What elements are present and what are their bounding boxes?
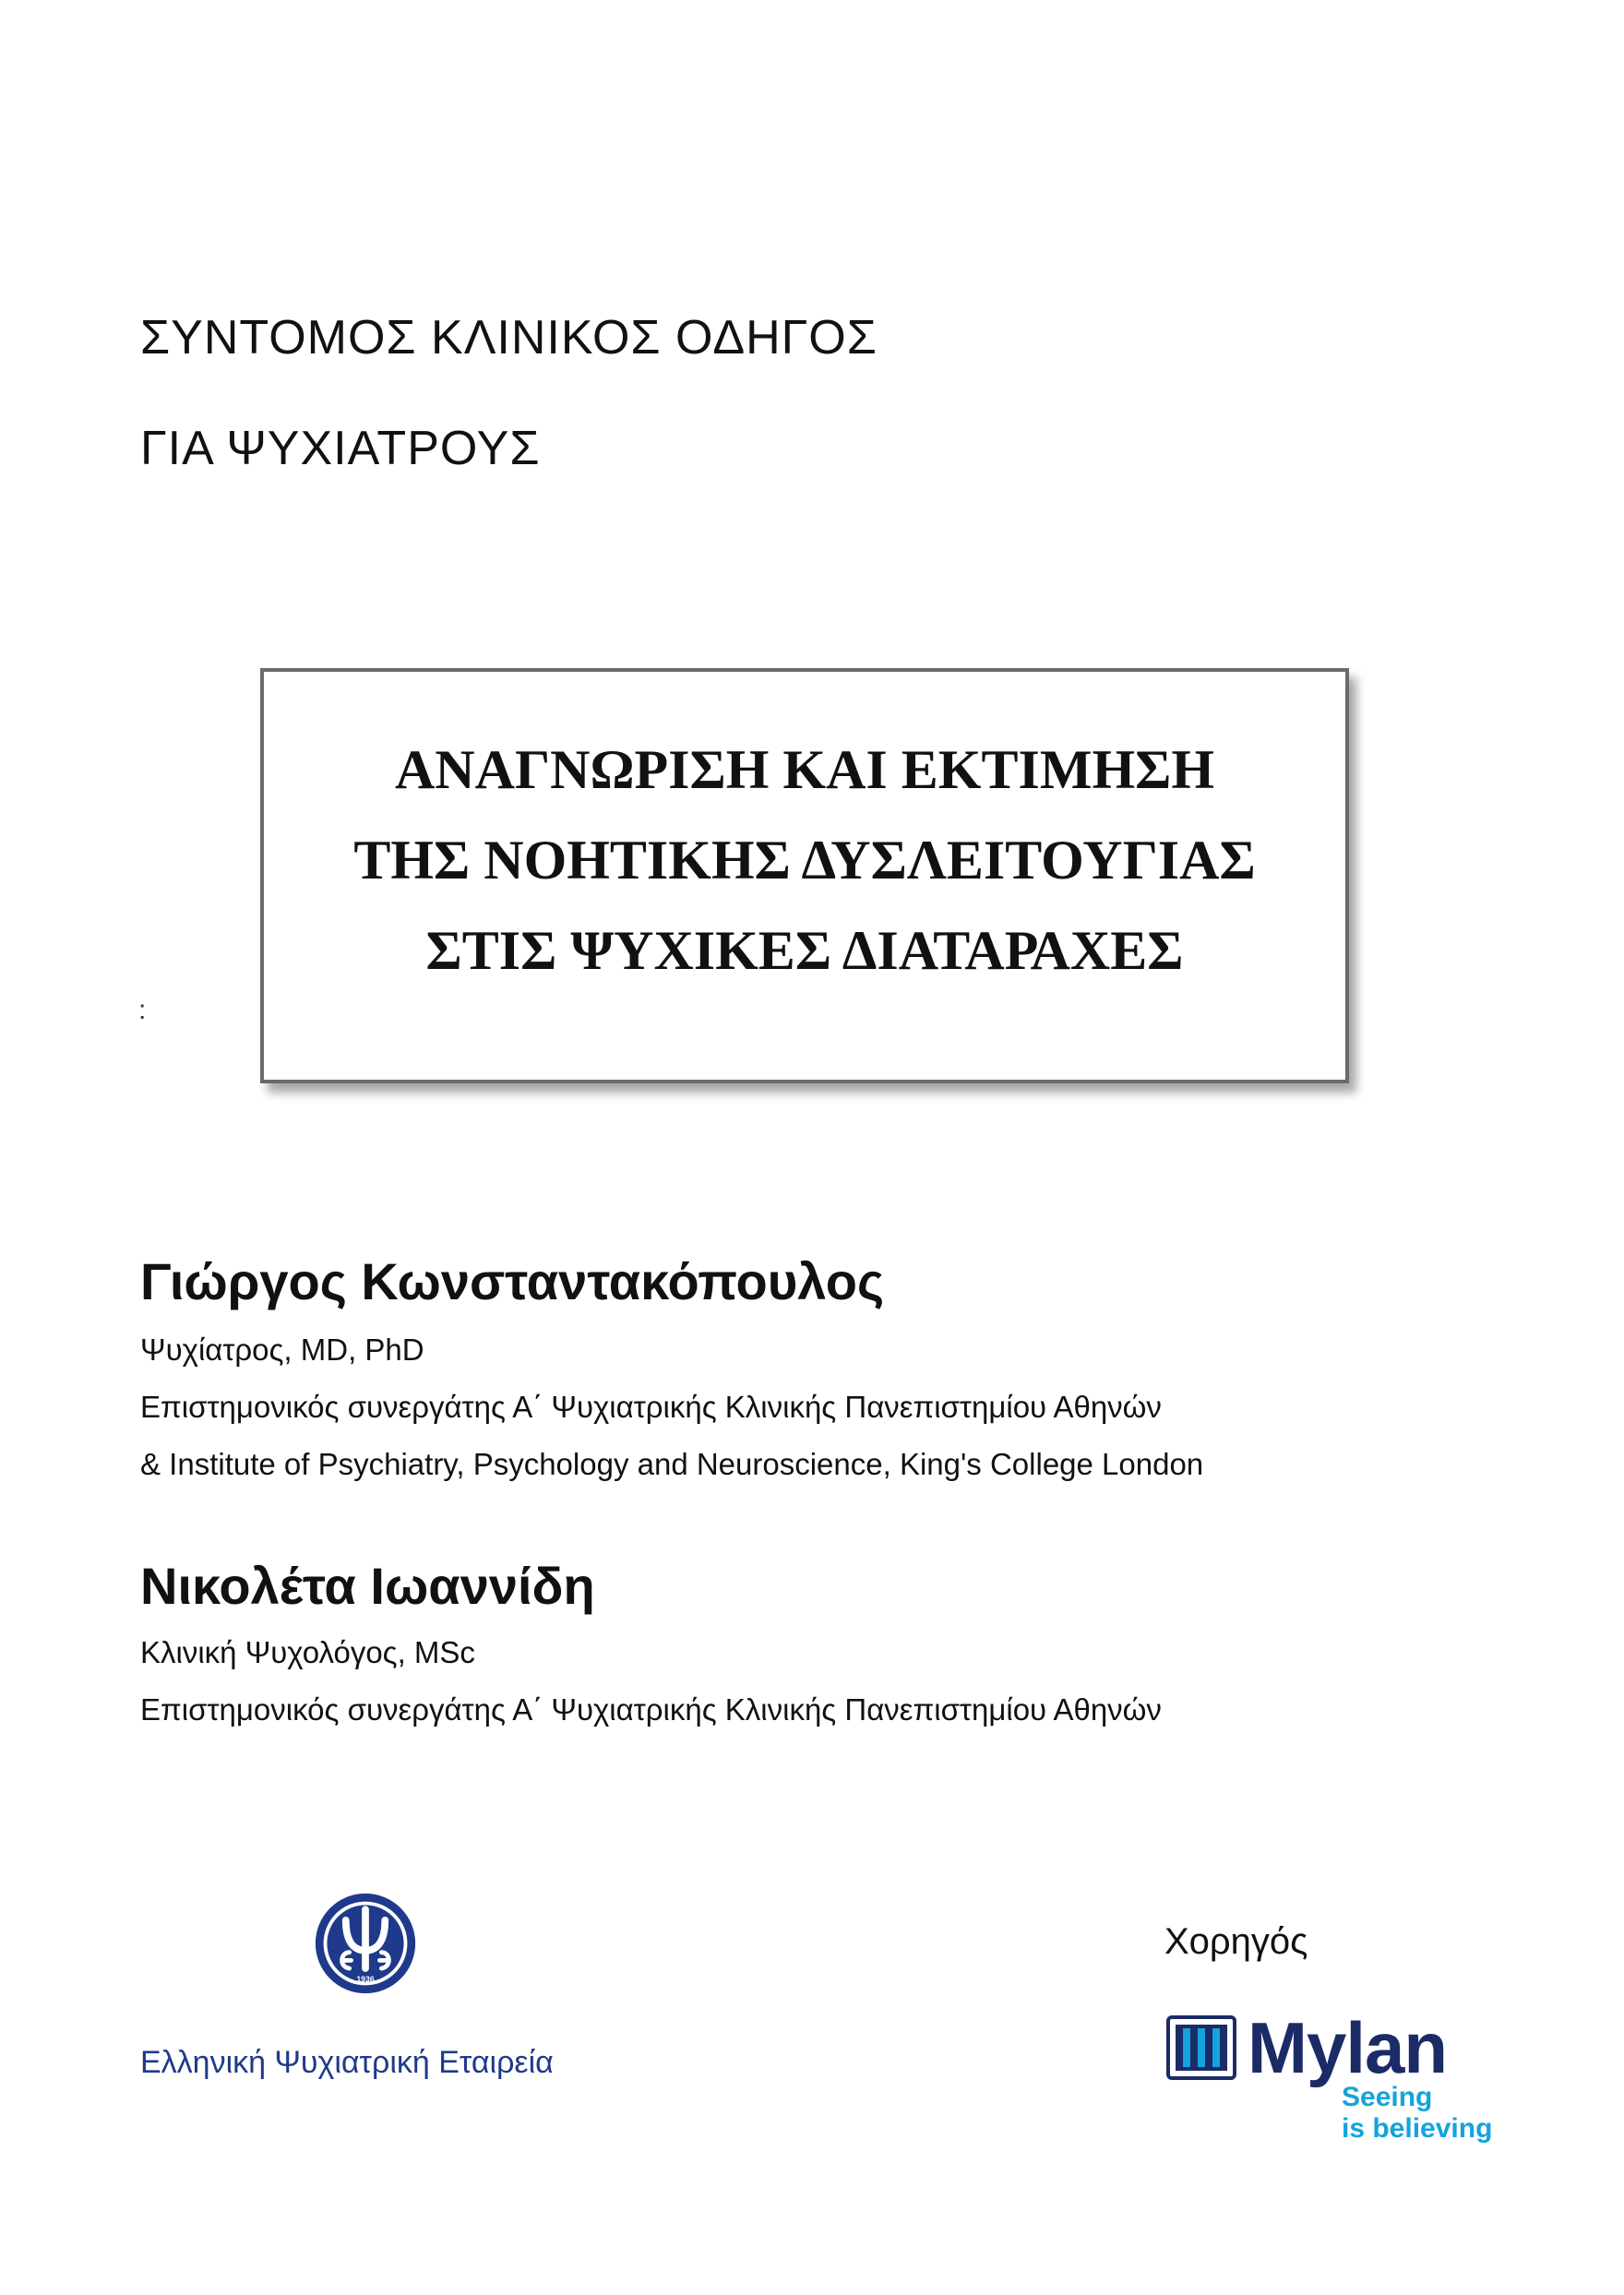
society-name: Ελληνική Ψυχιατρική Εταιρεία: [140, 2045, 554, 2080]
stray-mark: :: [138, 995, 147, 1025]
society-emblem-icon: [312, 1890, 419, 1997]
title-box: [260, 668, 1349, 1083]
author-name: Νικολέτα Ιωαννίδη: [140, 1557, 595, 1615]
svg-text:1936: 1936: [356, 1974, 375, 1984]
title-line-3: ΣΤΙΣ ΨΥΧΙΚΕΣ ΔΙΑΤΑΡΑΧΕΣ: [425, 920, 1184, 981]
author-affiliation: Επιστημονικός συνεργάτης Α΄ Ψυχιατρικής Κλινικής Πανεπιστημίου Αθηνών: [140, 1390, 1162, 1424]
series-title-line-1: ΣΥΝΤΟΜΟΣ ΚΛΙΝΙΚΟΣ ΟΔΗΓΟΣ: [140, 311, 878, 365]
sponsor-tagline-line-2: is believing: [1342, 2113, 1493, 2144]
author-credential: Ψυχίατρος, MD, PhD: [140, 1333, 424, 1367]
title-line-2: ΤΗΣ ΝΟΗΤΙΚΗΣ ΔΥΣΛΕΙΤΟΥΓΙΑΣ: [353, 830, 1256, 891]
author-affiliation: & Institute of Psychiatry, Psychology and Neuroscience, King's College London: [140, 1447, 1204, 1481]
mylan-wordmark: Mylan: [1248, 2007, 1448, 2088]
author-affiliation: Επιστημονικός συνεργάτης Α΄ Ψυχιατρικής Κλινικής Πανεπιστημίου Αθηνών: [140, 1692, 1162, 1727]
sponsor-label: Χορηγός: [1164, 1921, 1308, 1962]
author-name: Γιώργος Κωνσταντακόπουλος: [140, 1252, 885, 1310]
author-credential: Κλινική Ψυχολόγος, MSc: [140, 1635, 475, 1669]
mylan-logo: [1166, 2007, 1508, 2093]
sponsor-tagline-line-1: Seeing: [1342, 2082, 1433, 2112]
title-line-1: ΑΝΑΓΝΩΡΙΣΗ ΚΑΙ ΕΚΤΙΜΗΣΗ: [394, 739, 1215, 800]
mylan-bars-icon: [1166, 2015, 1236, 2080]
series-title-line-2: ΓΙΑ ΨΥΧΙΑΤΡΟΥΣ: [140, 422, 541, 475]
